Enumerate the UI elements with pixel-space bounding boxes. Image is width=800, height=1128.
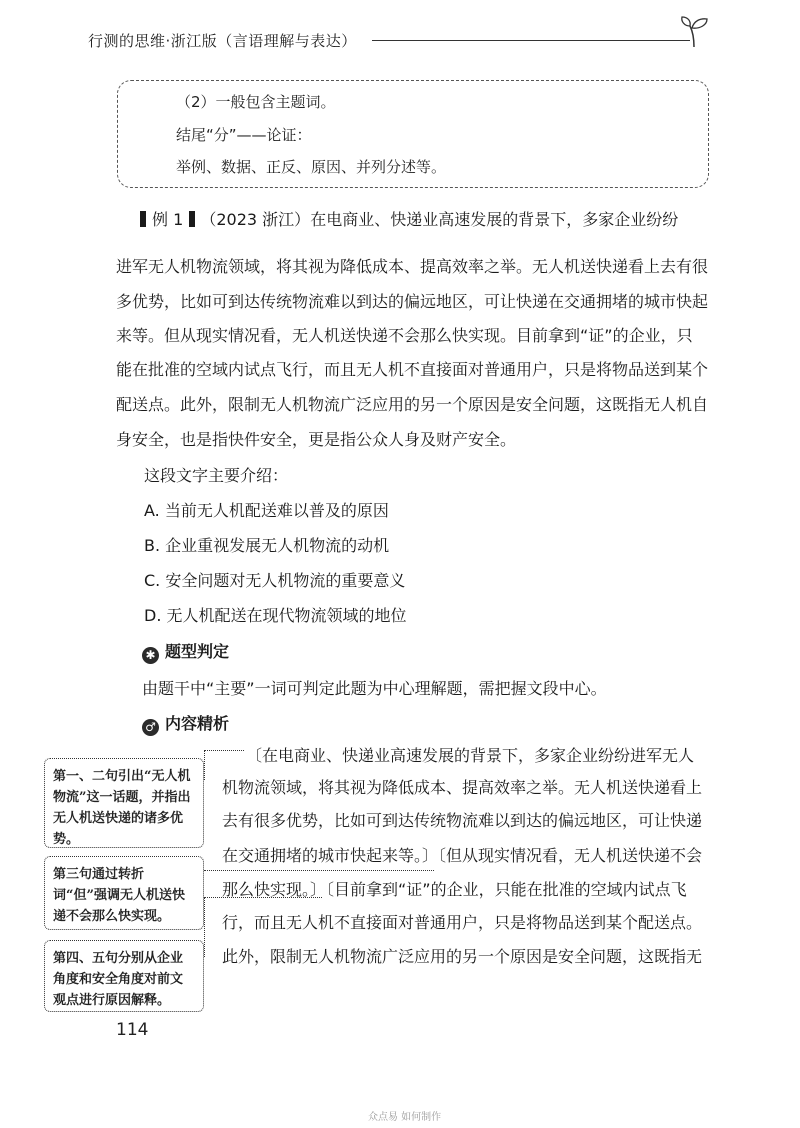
side-note-3-connector bbox=[204, 897, 322, 898]
question-type-heading bbox=[142, 639, 229, 664]
side-note-1-connector-v bbox=[204, 750, 205, 780]
side-note-3: 第四、五句分别从企业角度和安全角度对前文观点进行原因解释。 bbox=[44, 940, 204, 1012]
note-line-1: （2）一般包含主题词。 bbox=[176, 93, 336, 111]
example-first-line bbox=[140, 207, 678, 230]
option-c: C. 安全问题对无人机物流的重要意义 bbox=[144, 571, 406, 590]
header-rule bbox=[372, 40, 690, 41]
option-a: A. 当前无人机配送难以普及的原因 bbox=[144, 501, 389, 520]
example-line-3: 多优势，比如可到达传统物流难以到达的偏远地区，可让快递在交通拥堵的城市快起 bbox=[116, 292, 709, 311]
lightbulb-icon: ✱ bbox=[142, 647, 159, 664]
analysis-line-7: 此外，限制无人机物流广泛应用的另一个原因是安全问题，这既指无 bbox=[222, 947, 703, 966]
note-line-3: 举例、数据、正反、原因、并列分述等。 bbox=[176, 158, 447, 176]
analysis-heading bbox=[142, 711, 229, 736]
example-line-7: 身安全，也是指快件安全，更是指公众人身及财产安全。 bbox=[116, 430, 517, 449]
analysis-line-3: 去有很多优势，比如可到达传统物流难以到达的偏远地区，可让快递 bbox=[222, 811, 703, 830]
example-label: 例 1 bbox=[152, 210, 184, 229]
side-note-3-connector-v bbox=[204, 897, 205, 957]
side-note-1-connector bbox=[204, 750, 244, 751]
question-type-text: 由题干中“主要”一词可判定此题为中心理解题，需把握文段中心。 bbox=[142, 679, 607, 698]
analysis-heading-text: 内容精析 bbox=[165, 714, 230, 733]
question-stem: 这段文字主要介绍： bbox=[144, 466, 289, 485]
side-note-1: 第一、二句引出“无人机物流”这一话题，并指出无人机送快递的诸多优势。 bbox=[44, 758, 204, 848]
analysis-line-1: 〔在电商业、快递业高速发展的背景下，多家企业纷纷进军无人 bbox=[246, 746, 695, 765]
example-line-4: 来等。但从现实情况看，无人机送快递不会那么快实现。目前拿到“证”的企业，只 bbox=[116, 326, 693, 345]
footer-watermark: 众点易 如何制作 bbox=[368, 1112, 442, 1123]
example-label-bar-right bbox=[189, 211, 195, 227]
header-title: 行测的思维·浙江版（言语理解与表达） bbox=[88, 32, 357, 50]
example-line-5: 能在批准的空域内试点飞行，而且无人机不直接面对普通用户，只是将物品送到某个 bbox=[116, 360, 709, 379]
analysis-line-5: 那么快实现。〕〔目前拿到“证”的企业，只能在批准的空域内试点飞 bbox=[222, 880, 687, 899]
example-label-bar-left bbox=[140, 211, 146, 227]
example-line-6: 配送点。此外，限制无人机物流广泛应用的另一个原因是安全问题，这既指无人机自 bbox=[116, 395, 709, 414]
side-note-2-connector bbox=[204, 870, 434, 871]
example-line-2: 进军无人机物流领域，将其视为降低成本、提高效率之举。无人机送快递看上去有很 bbox=[116, 257, 709, 276]
sprout-icon bbox=[680, 14, 710, 48]
page-number: 114 bbox=[116, 1020, 149, 1040]
analysis-line-6: 行，而且无人机不直接面对普通用户，只是将物品送到某个配送点。 bbox=[222, 913, 703, 932]
note-line-2: 结尾“分”——论证： bbox=[176, 126, 312, 144]
example-source: （2023 浙江） bbox=[200, 210, 311, 229]
side-note-2: 第三句通过转折词“但”强调无人机送快递不会那么快实现。 bbox=[44, 856, 204, 930]
analysis-line-2: 机物流领域，将其视为降低成本、提高效率之举。无人机送快递看上 bbox=[222, 778, 703, 797]
question-type-heading-text: 题型判定 bbox=[165, 642, 230, 661]
target-icon: ♂ bbox=[142, 719, 159, 736]
option-b: B. 企业重视发展无人机物流的动机 bbox=[144, 536, 390, 555]
option-d: D. 无人机配送在现代物流领域的地位 bbox=[144, 606, 407, 625]
analysis-line-4: 在交通拥堵的城市快起来等。〕〔但从现实情况看，无人机送快递不会 bbox=[222, 846, 703, 865]
example-line-1: 在电商业、快递业高速发展的背景下，多家企业纷纷 bbox=[310, 210, 679, 229]
